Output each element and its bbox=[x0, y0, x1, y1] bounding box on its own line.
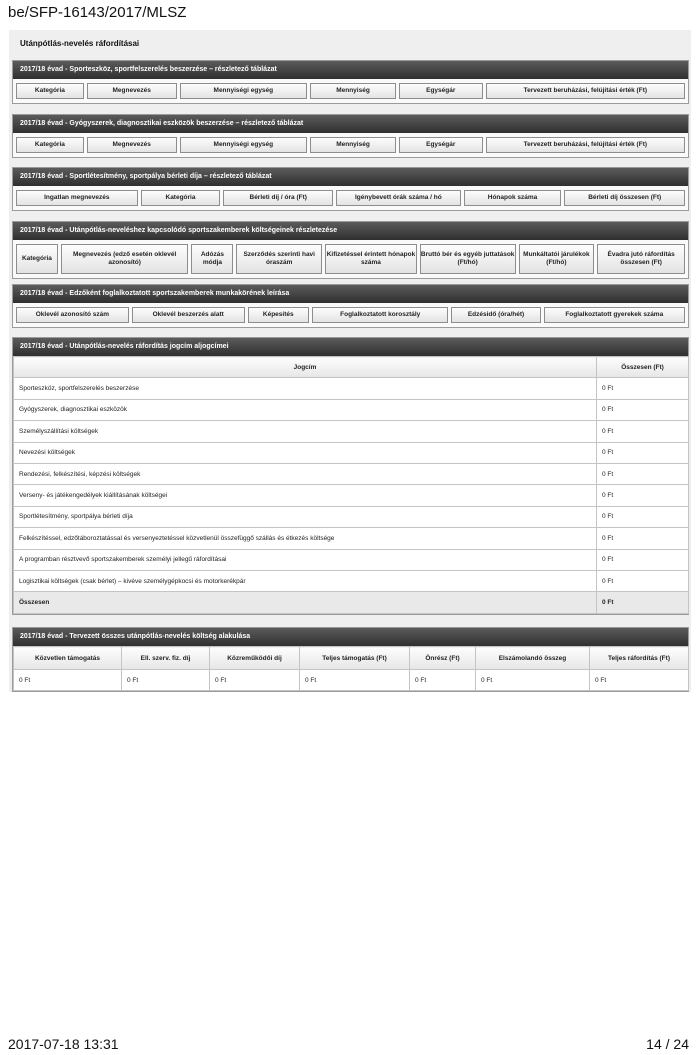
column-header: Közreműködői díj bbox=[210, 647, 300, 670]
table-row bbox=[14, 549, 689, 570]
column-header: Teljes ráfordítás (Ft) bbox=[590, 647, 689, 670]
row-value: 0 Ft bbox=[597, 506, 689, 527]
column-header: Igénybevett órák száma / hó bbox=[336, 190, 461, 206]
section-title: 2017/18 évad - Sporteszköz, sportfelszerelés beszerzése – részletező táblázat bbox=[13, 61, 688, 79]
cell-value: 0 Ft bbox=[410, 670, 476, 691]
column-header: Megnevezés (edző esetén oklevél azonosító) bbox=[61, 244, 189, 274]
row-label: Rendezési, felkészítési, képzési költségek bbox=[14, 463, 597, 484]
table-row bbox=[14, 570, 689, 591]
row-label: Sportlétesítmény, sportpálya bérleti díja bbox=[14, 506, 597, 527]
table-row bbox=[14, 399, 689, 420]
column-header: Megnevezés bbox=[87, 137, 177, 153]
column-header: Bruttó bér és egyéb juttatások (Ft/hó) bbox=[420, 244, 516, 274]
row-label: Gyógyszerek, diagnosztikai eszközök bbox=[14, 399, 597, 420]
row-value: 0 Ft bbox=[597, 549, 689, 570]
row-value: 0 Ft bbox=[597, 399, 689, 420]
row-label: Felkészítéssel, edzőtáboroztatással és versenyeztetéssel közvetlenül összefüggő szállás és étkezés költsége bbox=[14, 528, 597, 549]
column-header: Egységár bbox=[399, 137, 483, 153]
cell-value: 0 Ft bbox=[122, 670, 210, 691]
table-row bbox=[14, 442, 689, 463]
column-header: Tervezett beruházási, felújítási érték (Ft) bbox=[486, 83, 685, 99]
section-berleti-dij bbox=[12, 167, 689, 211]
column-header: Önrész (Ft) bbox=[410, 647, 476, 670]
row-label: Személyszállítási költségek bbox=[14, 421, 597, 442]
total-row bbox=[14, 592, 689, 613]
column-header: Egységár bbox=[399, 83, 483, 99]
column-header: Mennyiség bbox=[310, 137, 396, 153]
table-row bbox=[14, 378, 689, 399]
column-header: Teljes támogatás (Ft) bbox=[300, 647, 410, 670]
column-header: Adózás módja bbox=[191, 244, 233, 274]
page-title: Utánpótlás-nevelés ráfordításai bbox=[20, 39, 140, 48]
row-value: 0 Ft bbox=[597, 378, 689, 399]
column-header: Évadra jutó ráfordítás összesen (Ft) bbox=[597, 244, 685, 274]
row-value: 0 Ft bbox=[597, 421, 689, 442]
row-label: A programban résztvevő sportszakemberek személyi jellegű ráfordításai bbox=[14, 549, 597, 570]
column-header: Képesítés bbox=[248, 307, 309, 323]
cell-value: 0 Ft bbox=[14, 670, 122, 691]
jogcim-table bbox=[13, 356, 689, 614]
column-header: Oklevél beszerzés alatt bbox=[132, 307, 245, 323]
column-header: Ell. szerv. fiz. díj bbox=[122, 647, 210, 670]
column-header: Foglalkoztatott korosztály bbox=[312, 307, 449, 323]
column-header: Megnevezés bbox=[87, 83, 177, 99]
section-title: 2017/18 évad - Sportlétesítmény, sportpálya bérleti díja – részletező táblázat bbox=[13, 168, 688, 186]
column-header: Mennyiség bbox=[310, 83, 396, 99]
section-sportszakemberek bbox=[12, 221, 689, 279]
cell-value: 0 Ft bbox=[476, 670, 590, 691]
section-edzok-munkakore bbox=[12, 284, 689, 328]
section-title: 2017/18 évad - Utánpótlás-nevelés ráfordítás jogcím aljogcímei bbox=[13, 338, 688, 356]
column-header: Munkáltatói járulékok (Ft/hó) bbox=[519, 244, 595, 274]
row-label: Nevezési költségek bbox=[14, 442, 597, 463]
column-header: Edzésidő (óra/hét) bbox=[451, 307, 540, 323]
column-header: Jogcím bbox=[14, 357, 597, 378]
table-row bbox=[14, 528, 689, 549]
row-value: 0 Ft bbox=[597, 570, 689, 591]
column-header: Közvetlen támogatás bbox=[14, 647, 122, 670]
column-header: Kifizetéssel érintett hónapok száma bbox=[325, 244, 417, 274]
column-header: Bérleti díj összesen (Ft) bbox=[564, 190, 685, 206]
column-header: Kategória bbox=[16, 137, 84, 153]
table-row bbox=[14, 670, 689, 691]
column-header: Mennyiségi egység bbox=[180, 137, 308, 153]
table-row bbox=[14, 463, 689, 484]
print-timestamp: 2017-07-18 13:31 bbox=[8, 1036, 119, 1052]
row-label: Sporteszköz, sportfelszerelés beszerzése bbox=[14, 378, 597, 399]
column-header: Szerződés szerinti havi óraszám bbox=[236, 244, 322, 274]
page-number: 14 / 24 bbox=[646, 1036, 689, 1052]
column-header: Kategória bbox=[16, 83, 84, 99]
row-label: Logisztikai költségek (csak bérlet) – kivéve személygépkocsi és motorkerékpár bbox=[14, 570, 597, 591]
row-value: 0 Ft bbox=[597, 485, 689, 506]
table-row bbox=[14, 485, 689, 506]
column-header: Tervezett beruházási, felújítási érték (Ft) bbox=[486, 137, 685, 153]
section-title: 2017/18 évad - Edzőként foglalkoztatott sportszakemberek munkakörének leírása bbox=[13, 285, 688, 303]
column-header: Hónapok száma bbox=[464, 190, 562, 206]
section-osszesito bbox=[12, 627, 689, 692]
section-jogcim bbox=[12, 337, 689, 615]
row-label: Verseny- és játékengedélyek kiállításának költségei bbox=[14, 485, 597, 506]
column-header: Kategória bbox=[141, 190, 221, 206]
table-header-row bbox=[14, 357, 689, 378]
table-header-row bbox=[14, 647, 689, 670]
section-title: 2017/18 évad - Utánpótlás-neveléshez kapcsolódó sportszakemberek költségeinek részletezése bbox=[13, 222, 688, 240]
table-row bbox=[14, 506, 689, 527]
column-header: Összesen (Ft) bbox=[597, 357, 689, 378]
section-title: 2017/18 évad - Tervezett összes utánpótlás-nevelés költség alakulása bbox=[13, 628, 688, 646]
document-id: be/SFP-16143/2017/MLSZ bbox=[8, 4, 187, 21]
column-header: Mennyiségi egység bbox=[180, 83, 308, 99]
row-value: 0 Ft bbox=[597, 463, 689, 484]
column-header: Oklevél azonosító szám bbox=[16, 307, 129, 323]
cell-value: 0 Ft bbox=[590, 670, 689, 691]
column-header: Elszámolandó összeg bbox=[476, 647, 590, 670]
summary-table bbox=[13, 646, 689, 691]
column-header: Bérleti díj / óra (Ft) bbox=[223, 190, 333, 206]
cell-value: 0 Ft bbox=[210, 670, 300, 691]
section-gyogyszerek bbox=[12, 114, 689, 158]
column-header: Foglalkoztatott gyerekek száma bbox=[544, 307, 685, 323]
section-title: 2017/18 évad - Gyógyszerek, diagnosztikai eszközök beszerzése – részletező táblázat bbox=[13, 115, 688, 133]
total-label: Összesen bbox=[14, 592, 597, 613]
total-value: 0 Ft bbox=[597, 592, 689, 613]
row-value: 0 Ft bbox=[597, 528, 689, 549]
cell-value: 0 Ft bbox=[300, 670, 410, 691]
table-row bbox=[14, 421, 689, 442]
column-header: Ingatlan megnevezés bbox=[16, 190, 138, 206]
row-value: 0 Ft bbox=[597, 442, 689, 463]
section-sporteszkoz bbox=[12, 60, 689, 104]
column-header: Kategória bbox=[16, 244, 58, 274]
